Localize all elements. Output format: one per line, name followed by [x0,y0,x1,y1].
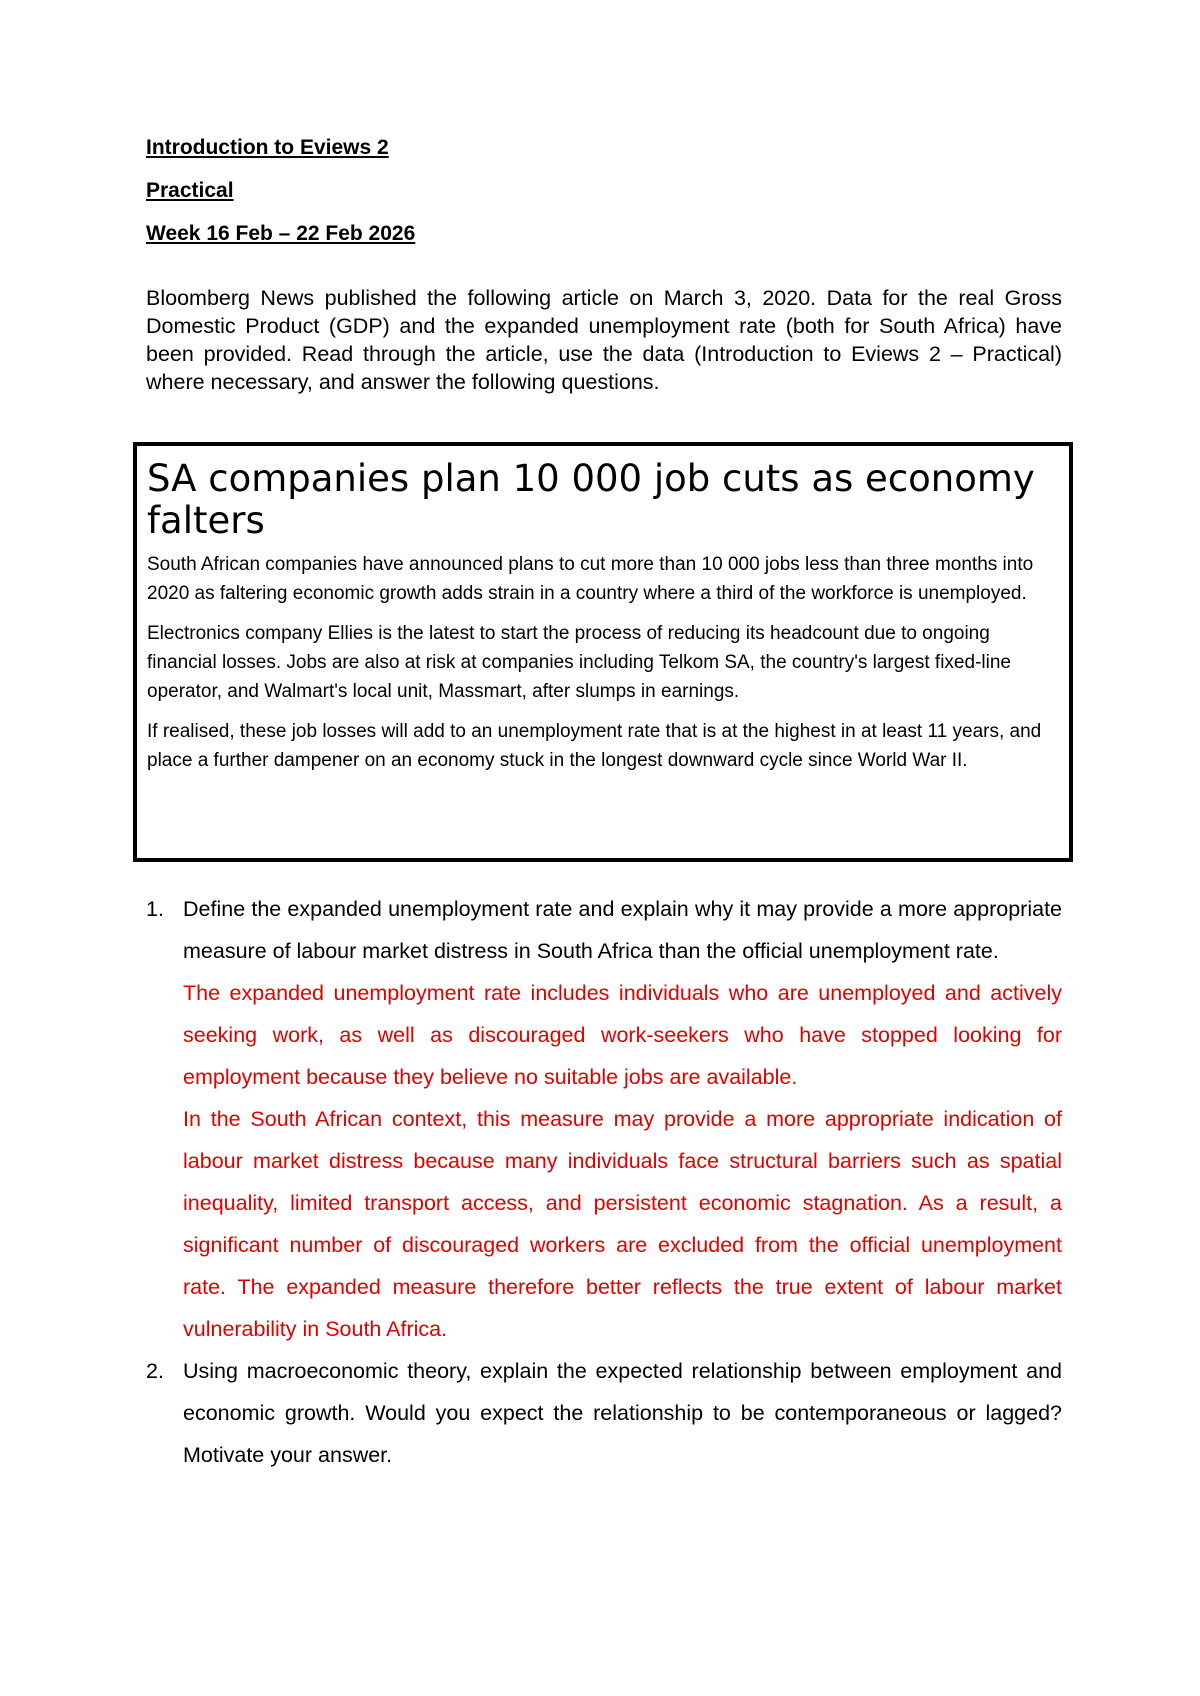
answer-paragraph: The expanded unemployment rate includes individuals who are unemployed and actively seeking work, as well as discouraged work-seekers who have stopped looking for employment because they believe no suitable jobs are available. [183,981,1062,1089]
intro-paragraph: Bloomberg News published the following article on March 3, 2020. Data for the real Gross Domestic Product (GDP) and the expanded unemployment rate (both for South Africa) have been provided. Read through the article, use the data (Introduction to Eviews 2 – Practical) where necessary, and answer the following questions. [146,286,1062,394]
document-week: Week 16 Feb – 22 Feb 2026 [146,222,416,245]
question-item [146,888,1062,1350]
article-paragraph: South African companies have announced plans to cut more than 10 000 jobs less than three months into 2020 as faltering economic growth adds strain in a country where a third of the workforce is unemployed. [147,554,1034,604]
article-box [133,442,1073,862]
question-text: Using macroeconomic theory, explain the expected relationship between employment and economic growth. Would you expect the relationship to be contemporaneous or lagged? Motivate your answer. [183,1359,1062,1467]
article-paragraph: Electronics company Ellies is the latest to start the process of reducing its headcount due to ongoing financial losses. Jobs are also at risk at companies including Telkom SA, the country's largest fixed-line operator, and Walmart's local unit, Massmart, after slumps in earnings. [147,623,1011,702]
question-list [146,888,1062,1476]
answer-paragraph: In the South African context, this measure may provide a more appropriate indication of labour market distress because many individuals face structural barriers such as spatial inequality, limited transport access, and persistent economic stagnation. As a result, a significant number of discouraged workers are excluded from the official unemployment rate. The expanded measure therefore better reflects the true extent of labour market vulnerability in South Africa. [183,1107,1062,1341]
document-subtitle: Practical [146,179,234,202]
question-number: 2. [146,1359,164,1383]
article-paragraph: If realised, these job losses will add to an unemployment rate that is at the highest in at least 11 years, and place a further dampener on an economy stuck in the longest downward cycle since World War II. [147,721,1042,771]
document-title: Introduction to Eviews 2 [146,136,389,159]
question-text: Define the expanded unemployment rate and explain why it may provide a more appropriate measure of labour market distress in South Africa than the official unemployment rate. [183,897,1062,963]
question-item [146,1350,1062,1476]
question-number: 1. [146,897,164,921]
article-title: SA companies plan 10 000 job cuts as economy falters [147,457,1035,542]
